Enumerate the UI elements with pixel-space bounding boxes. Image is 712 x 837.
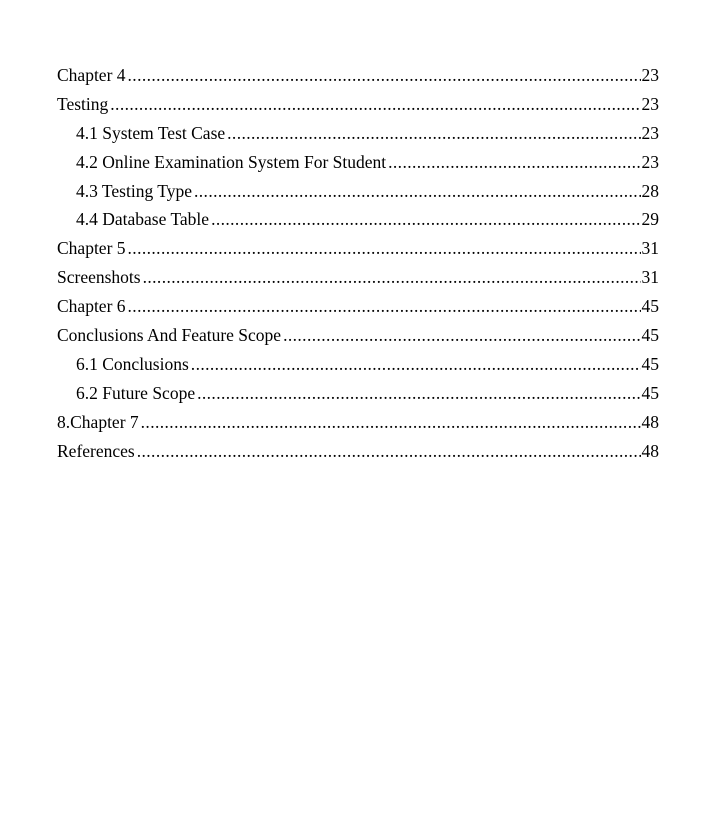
- toc-entry-label: Screenshots: [57, 267, 141, 288]
- toc-page-number: 23: [641, 122, 659, 143]
- toc-entry-system-test-case: [57, 119, 659, 148]
- toc-page-number: 23: [641, 151, 659, 172]
- toc-entry-references: [57, 437, 659, 466]
- dot-leader: [141, 408, 641, 437]
- dot-leader: [128, 234, 641, 263]
- toc-page-number: 29: [641, 209, 659, 230]
- toc-entry-label: 8.Chapter 7: [57, 411, 139, 432]
- toc-entry-label: Chapter 6: [57, 296, 126, 317]
- toc-entry-conclusions: [57, 350, 659, 379]
- toc-entry-chapter-4: [57, 61, 659, 90]
- toc-entry-testing: [57, 90, 659, 119]
- dot-leader: [283, 321, 640, 350]
- toc-entry-label: Chapter 5: [57, 238, 126, 259]
- toc-page-number: 28: [641, 180, 659, 201]
- toc-page-number: 31: [641, 267, 659, 288]
- toc-entry-future-scope: [57, 379, 659, 408]
- toc-page-number: 45: [641, 296, 659, 317]
- toc-entry-chapter-7: [57, 408, 659, 437]
- dot-leader: [128, 61, 641, 90]
- dot-leader: [191, 350, 641, 379]
- toc-entry-label: Testing: [57, 93, 109, 114]
- toc-page-number: 45: [641, 382, 659, 403]
- toc-page-number: 45: [641, 353, 659, 374]
- table-of-contents: [57, 61, 659, 465]
- dot-leader: [388, 148, 640, 177]
- toc-entry-online-examination-system: [57, 148, 659, 177]
- toc-entry-label: References: [57, 440, 135, 461]
- toc-entry-label: 4.2 Online Examination System For Student: [76, 151, 387, 172]
- toc-entry-label: Chapter 4: [57, 65, 126, 85]
- toc-entry-label: 6.1 Conclusions: [76, 353, 189, 374]
- toc-entry-conclusions-and-feature-scope: [57, 321, 659, 350]
- toc-entry-testing-type: [57, 177, 659, 206]
- toc-entry-label: Conclusions And Feature Scope: [57, 325, 282, 346]
- toc-page-number: 31: [641, 238, 659, 259]
- toc-entry-label: 6.2 Future Scope: [76, 382, 196, 403]
- toc-page-number: 48: [641, 440, 659, 461]
- dot-leader: [143, 263, 641, 292]
- toc-entry-label: 4.4 Database Table: [76, 209, 210, 230]
- toc-entry-database-table: [57, 205, 659, 234]
- toc-entry-label: 4.3 Testing Type: [76, 180, 192, 201]
- toc-entry-chapter-6: [57, 292, 659, 321]
- dot-leader: [211, 205, 640, 234]
- toc-entry-screenshots: [57, 263, 659, 292]
- toc-page-number: 48: [641, 411, 659, 432]
- toc-page-number: 23: [641, 93, 659, 114]
- toc-page-number: 45: [641, 325, 659, 346]
- dot-leader: [137, 437, 641, 466]
- dot-leader: [128, 292, 641, 321]
- toc-entry-chapter-5: [57, 234, 659, 263]
- dot-leader: [197, 379, 640, 408]
- dot-leader: [194, 177, 641, 206]
- toc-entry-label: 4.1 System Test Case: [76, 122, 226, 143]
- toc-page-number: 23: [641, 65, 659, 85]
- dot-leader: [110, 90, 640, 119]
- dot-leader: [227, 119, 640, 148]
